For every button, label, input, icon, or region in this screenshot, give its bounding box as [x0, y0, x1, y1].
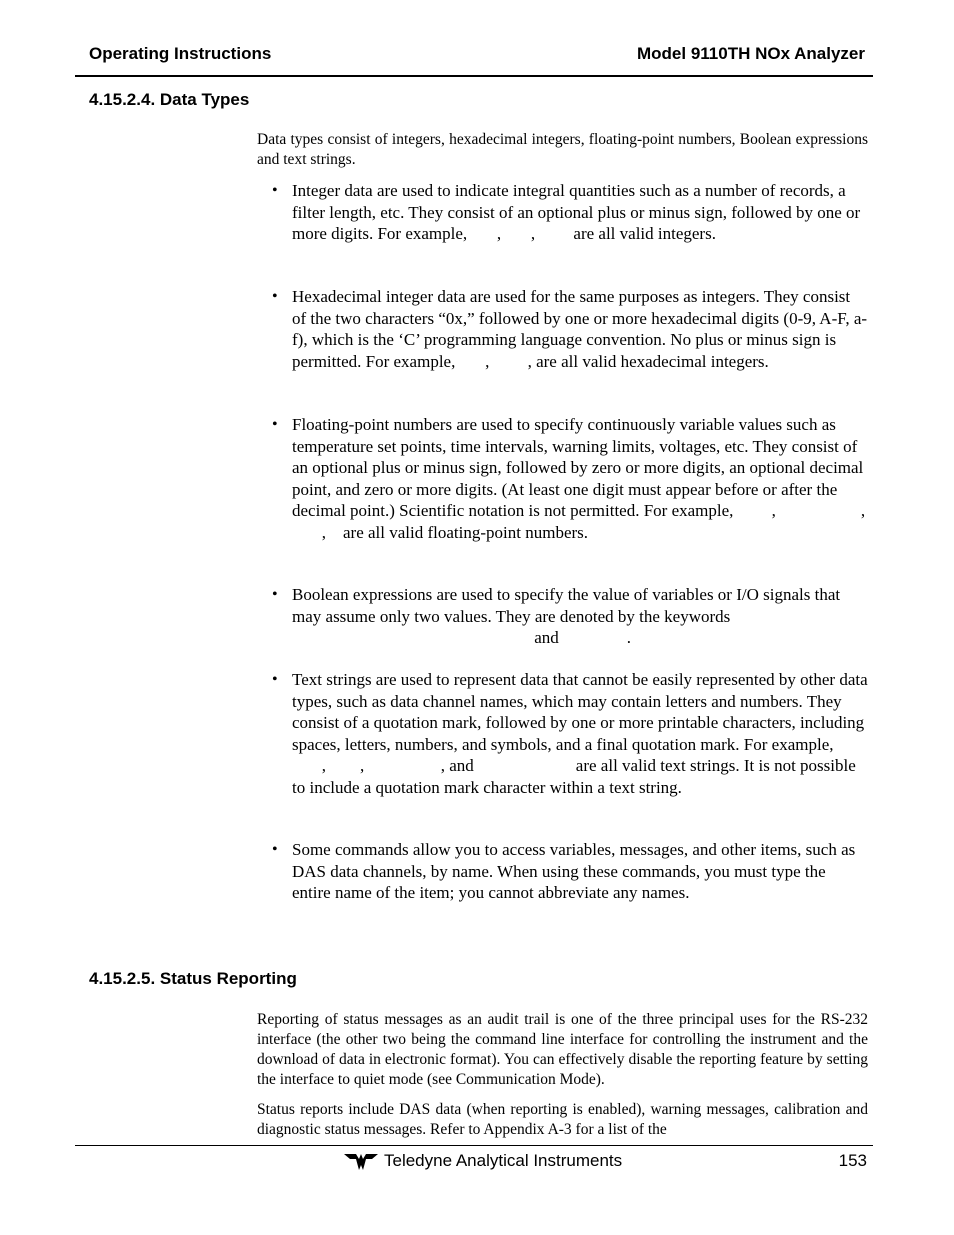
bullet-text-names: Some commands allow you to access variables, messages, and other items, such as DAS data channels, by name. When using these commands, you must type the entire name of the item; you cannot abbreviate any names.	[292, 840, 856, 902]
status-reporting-paragraph-2: Status reports include DAS data (when reporting is enabled), warning messages, calibration and diagnostic status messages. Refer to Appendix A-3 for a list of the	[257, 1101, 868, 1138]
bullet-text-floating-point: Floating-point numbers are used to specify continuously variable values such as temperature set points, time intervals, warning limits, voltages, etc. They consist of an optional plus or minus sign, followed by zero or more digits, an optional decimal point, and zero or more digits. (At least one digit must appear before or after the decimal point.) Scientific notation is not permitted. For example, , , , are all valid floating-point numbers.	[292, 415, 866, 542]
header-right-title: Model 9110TH NOx Analyzer	[636, 44, 865, 63]
bullet-text-text-strings: Text strings are used to represent data that cannot be easily represented by other data types, such as data channel names, which may contain letters and numbers. They consist of a quotation mark, followed by one or more printable characters, including spaces, letters, numbers, and symbols, and a final quotation mark. For example, , , , and are all valid text strings. It is not possible to include a quotation mark character within a text string.	[292, 670, 868, 797]
footer-company: Teledyne Analytical Instruments	[384, 1151, 623, 1170]
footer-divider	[75, 1145, 873, 1146]
bullet-icon: •	[272, 182, 278, 199]
bullet-icon: •	[272, 416, 278, 433]
bullet-text-integer: Integer data are used to indicate integral quantities such as a number of records, a filter length, etc. They consist of an optional plus or minus sign, followed by one or more digits. For example, , , are all valid integers.	[292, 181, 861, 243]
section-heading-data-types: 4.15.2.4. Data Types	[89, 90, 250, 109]
status-reporting-paragraph-1: Reporting of status messages as an audit trail is one of the three principal uses for the RS-232 interface (the other two being the command line interface for controlling the instrument and the download of data in electronic format). You can effectively disable the reporting feature by setting the interface to quiet mode (see Communication Mode).	[257, 1011, 868, 1088]
header-left-title: Operating Instructions	[89, 44, 272, 63]
teledyne-logo-icon	[344, 1150, 378, 1172]
section-heading-status-reporting: 4.15.2.5. Status Reporting	[89, 969, 297, 988]
bullet-text-boolean: Boolean expressions are used to specify the value of variables or I/O signals that may assume only two values. They are denoted by the keywords and .	[292, 585, 841, 647]
data-types-intro: Data types consist of integers, hexadecimal integers, floating-point numbers, Boolean expressions and text strings.	[257, 131, 868, 168]
footer-page-number: 153	[838, 1151, 867, 1170]
header-divider	[75, 75, 873, 77]
bullet-icon: •	[272, 288, 278, 305]
bullet-text-hexadecimal: Hexadecimal integer data are used for the same purposes as integers. They consist of the two characters “0x,” followed by one or more hexadecimal digits (0-9, A-F, a-f), which is the ‘C’ programming language convention. No plus or minus sign is permitted. For example, , , are all valid hexadecimal integers.	[292, 287, 868, 371]
bullet-icon: •	[272, 841, 278, 858]
bullet-icon: •	[272, 586, 278, 603]
bullet-icon: •	[272, 671, 278, 688]
